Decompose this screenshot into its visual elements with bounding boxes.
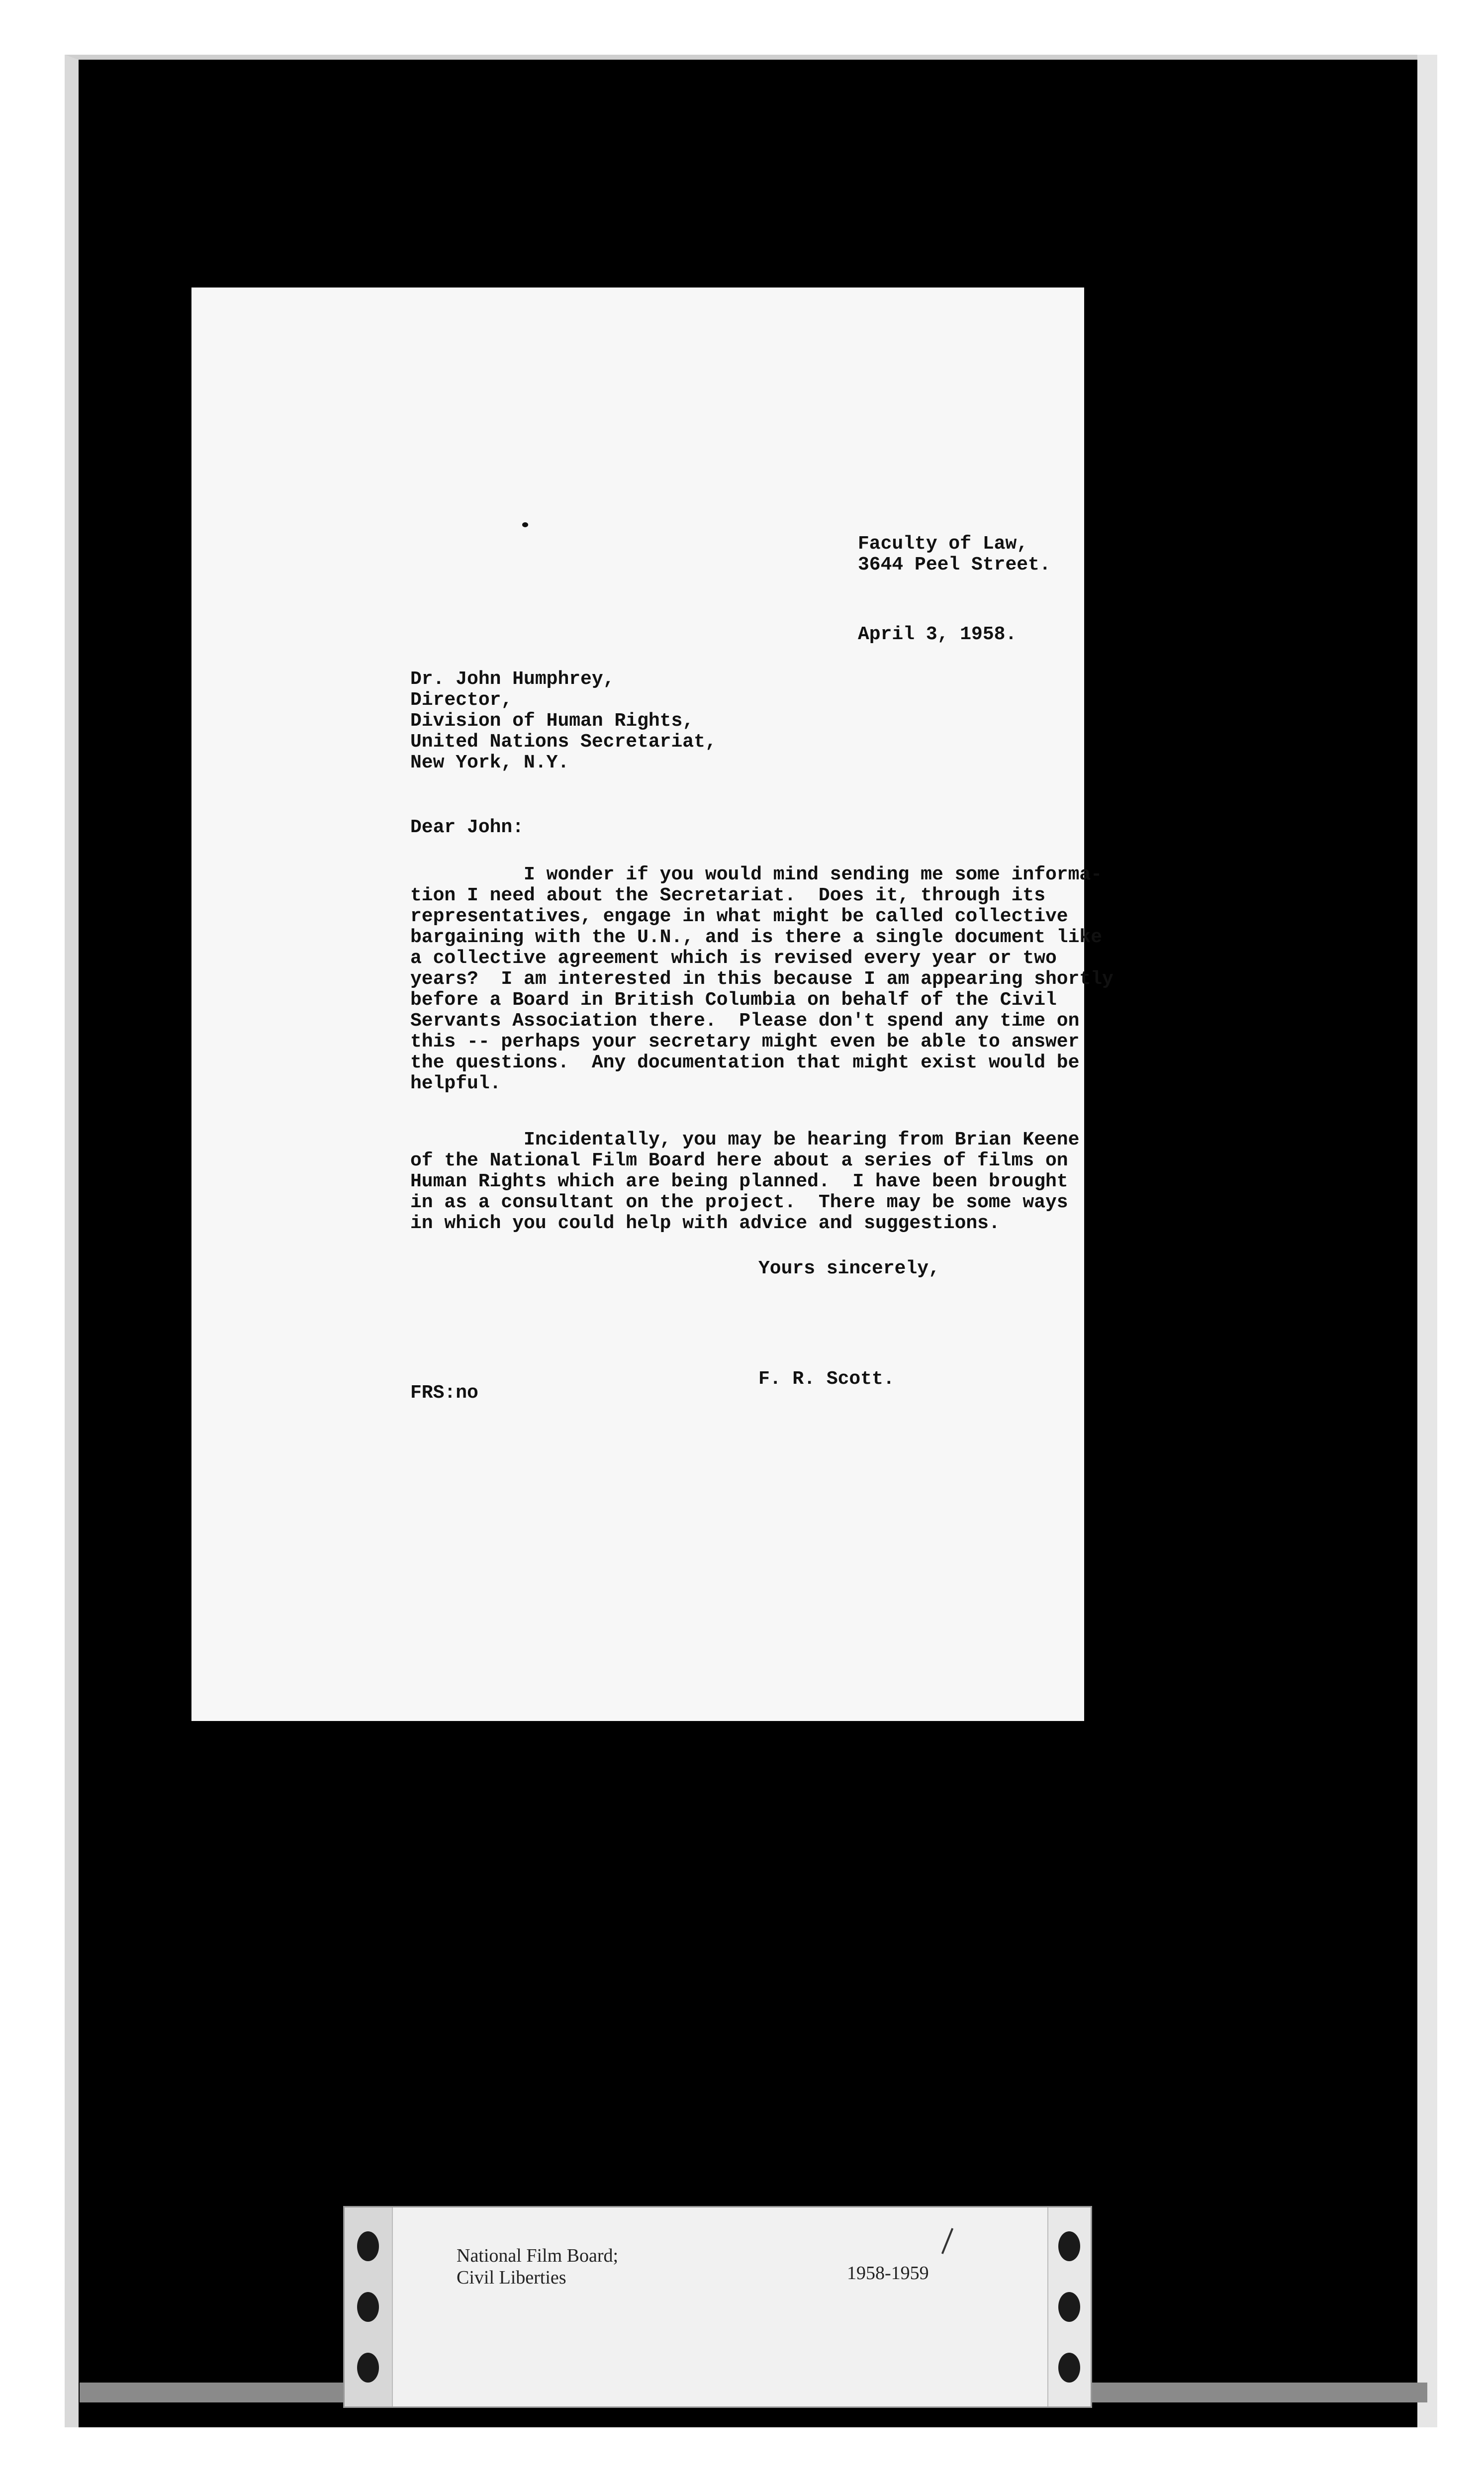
punch-hole xyxy=(357,2353,379,2383)
closing: Yours sincerely, xyxy=(758,1258,940,1279)
punch-hole xyxy=(1058,2353,1080,2383)
card-binding-strip xyxy=(345,2207,393,2406)
punch-hole xyxy=(357,2292,379,2322)
card-years: 1958-1959 xyxy=(847,2263,929,2284)
salutation: Dear John: xyxy=(410,817,524,838)
punch-hole xyxy=(357,2231,379,2261)
letter-date: April 3, 1958. xyxy=(858,624,1017,645)
punch-hole xyxy=(1058,2292,1080,2322)
punch-hole xyxy=(1058,2231,1080,2261)
typist-initials: FRS:no xyxy=(410,1382,478,1404)
body-paragraph-1: I wonder if you would mind sending me some informa- tion I need about the Secretariat. Does it, through its representatives, engage in what might be called collective bargaining with the U.N., and is there a single document like a collective agreement which is revised every year or two years? I am interested in this because I am appearing shortly before a Board in British Columbia on behalf of the Civil Servants Association there. Please don't spend any time on this -- perhaps your secretary might even be able to answer the questions. Any documentation that might exist would be helpful. xyxy=(410,864,1113,1094)
sender-address: Faculty of Law, 3644 Peel Street. xyxy=(858,533,1051,575)
film-edge-right xyxy=(1417,55,1437,2427)
body-paragraph-2: Incidentally, you may be hearing from Brian Keene of the National Film Board here about a series of films on Human Rights which are being planned. I have been brought in as a consultant on the project. There may be some ways in which you could help with advice and suggestions. xyxy=(410,1129,1080,1234)
handwritten-tick-mark xyxy=(941,2228,953,2254)
card-subject: National Film Board; Civil Liberties xyxy=(457,2245,619,2288)
card-binding-strip-right xyxy=(1047,2207,1091,2406)
index-card xyxy=(343,2206,1092,2408)
signature-name: F. R. Scott. xyxy=(758,1368,895,1390)
page-speck xyxy=(522,522,528,527)
recipient-address: Dr. John Humphrey, Director, Division of Human Rights, United Nations Secretariat, New York, N.Y. xyxy=(410,669,717,773)
